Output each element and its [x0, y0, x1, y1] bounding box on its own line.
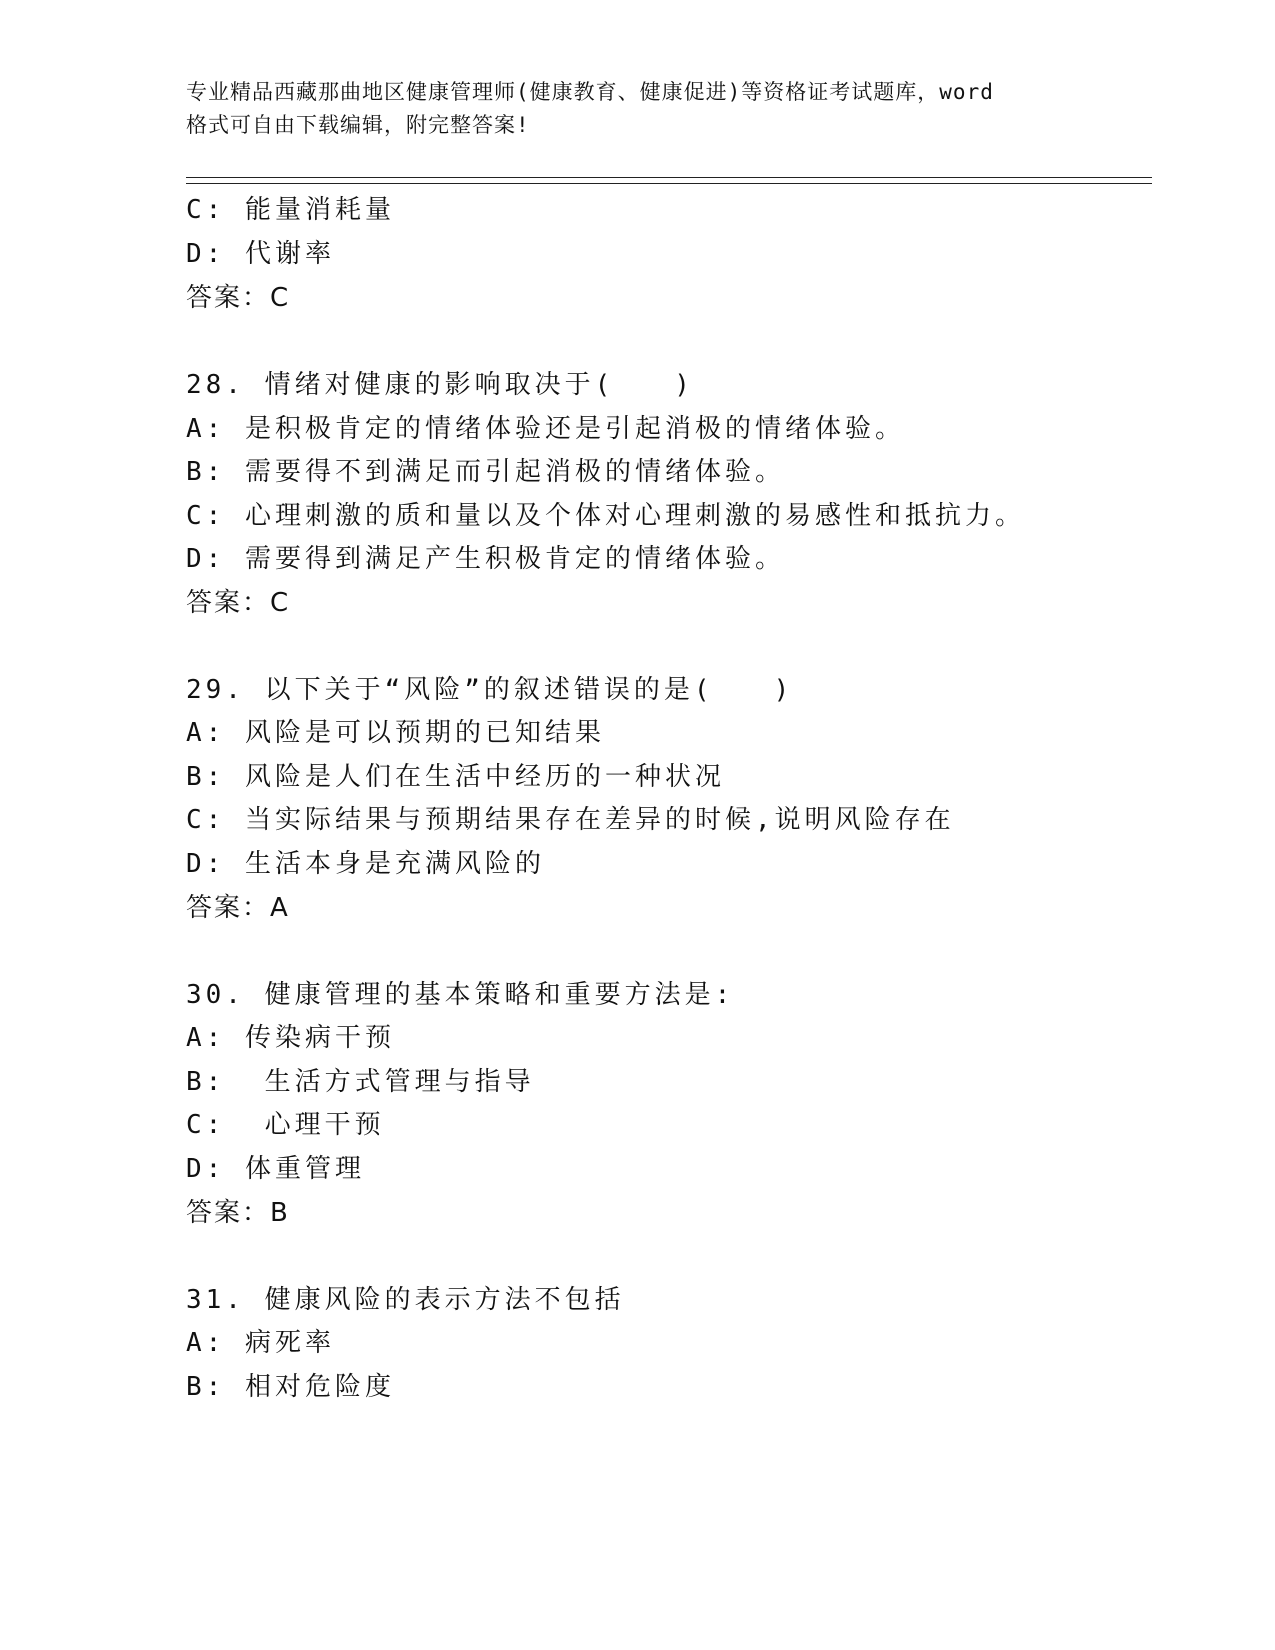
option-a: A: 传染病干预	[186, 1023, 395, 1053]
option-a: A: 是积极肯定的情绪体验还是引起消极的情绪体验。	[186, 414, 905, 444]
document-header	[186, 76, 1086, 142]
question-stem: 31. 健康风险的表示方法不包括	[186, 1285, 625, 1315]
header-line-1: 专业精品西藏那曲地区健康管理师(健康教育、健康促进)等资格证考试题库，word	[186, 80, 994, 104]
header-line-2: 格式可自由下载编辑，附完整答案!	[186, 113, 530, 137]
option-b: B: 生活方式管理与指导	[186, 1067, 535, 1097]
option-b: B: 相对危险度	[186, 1372, 395, 1402]
answer: 答案：C	[186, 283, 291, 313]
option-b: B: 需要得不到满足而引起消极的情绪体验。	[186, 457, 785, 487]
option-b: B: 风险是人们在生活中经历的一种状况	[186, 762, 725, 792]
option-c: C: 当实际结果与预期结果存在差异的时候,说明风险存在	[186, 805, 955, 835]
option-a: A: 风险是可以预期的已知结果	[186, 718, 605, 748]
question-stem: 29. 以下关于“风险”的叙述错误的是( )	[186, 675, 794, 705]
option-d: D: 体重管理	[186, 1154, 365, 1184]
header-rule-bottom	[186, 183, 1152, 184]
answer: 答案：C	[186, 588, 291, 618]
option-c: C: 心理刺激的质和量以及个体对心理刺激的易感性和抵抗力。	[186, 501, 1025, 531]
question-stem: 30. 健康管理的基本策略和重要方法是:	[186, 980, 735, 1010]
option-a: A: 病死率	[186, 1328, 335, 1358]
option-d: D: 需要得到满足产生积极肯定的情绪体验。	[186, 544, 785, 574]
header-rule-top	[186, 177, 1152, 178]
option-d: D: 代谢率	[186, 239, 335, 269]
option-d: D: 生活本身是充满风险的	[186, 849, 545, 879]
question-stem: 28. 情绪对健康的影响取决于( )	[186, 370, 694, 400]
answer: 答案：B	[186, 1198, 290, 1228]
option-c: C: 能量消耗量	[186, 195, 395, 225]
option-c: C: 心理干预	[186, 1110, 385, 1140]
answer: 答案：A	[186, 893, 290, 923]
